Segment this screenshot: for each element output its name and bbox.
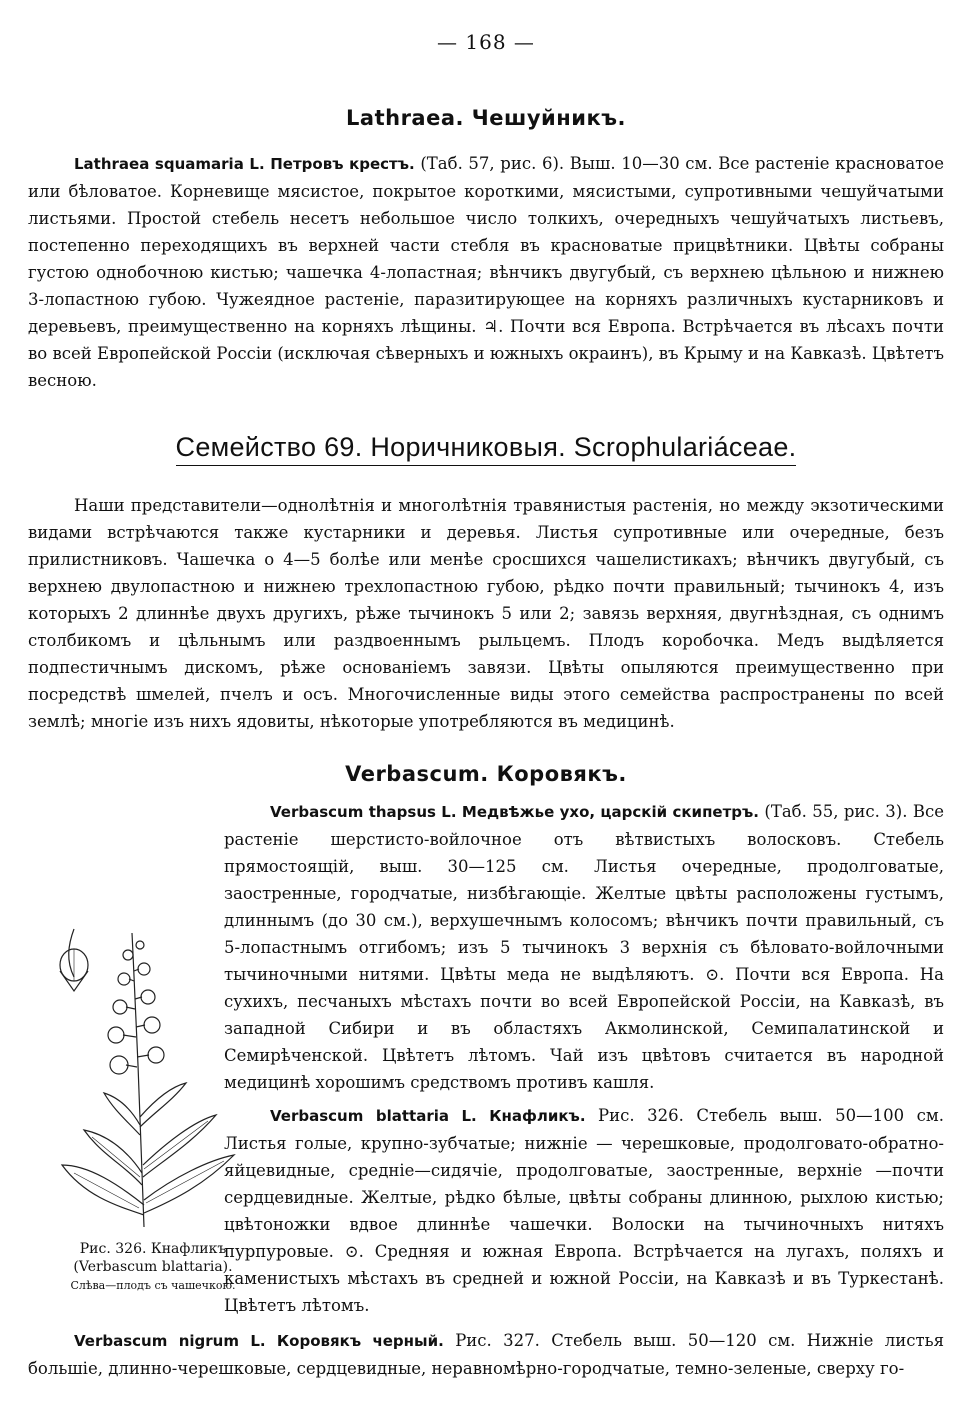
figure-caption-line3: Слѣва—плодъ съ чашечкою. [70,1279,236,1292]
verbascum-blattaria-illustration [44,915,262,1235]
lathraea-text: (Таб. 57, рис. 6). Выш. 10—30 см. Все растеніе красноватое или бѣловатое. Корневище мясистое, покрытое короткими, мясистыми, супротивными чешуйчатыми листьями. Простой стебель несетъ небольшое число толкихъ, очередныхъ чешуйчатыхъ листьевъ, постепенно переходящихъ въ верхней части стебля въ красноватые прицвѣтники. Цвѣты собраны густою однобочною кистью; чашечка 4-лопастная; вѣнчикъ двугубый, съ верхнею цѣльною и нижнею 3-лопастною губою. Чужеядное растеніе, паразитирующее на корняхъ различныхъ кустарниковъ и деревьевъ, преимущественно на корняхъ лѣщины. ♃. Почти вся Европа. Встрѣчается въ лѣсахъ почти во всей Европейской Россіи (исключая сѣверныхъ и южныхъ окраинъ), въ Крыму и на Кавказѣ. Цвѣтетъ весною. [28,154,945,390]
family-heading [0,432,972,466]
blattaria-species-name: Verbascum blattaria L. Кнафликъ. [270,1107,586,1125]
family-text: Наши представители—однолѣтнія и многолѣтнія травянистыя растенія, но между экзотическими видами встрѣчаются также кустарники и деревья. Листья супротивные или очередные, безъ прилистниковъ. Чашечка о 4—5 болѣе или менѣе сросшихся чашелистикахъ; вѣнчикъ двугубый, съ верхнею двулопастною и нижнею трехлопастною губою, рѣдко почти правильный; тычинокъ 4, изъ которыхъ 2 длиннѣе двухъ другихъ, рѣже тычинокъ 5 или 2; завязь верхняя, двугнѣздная, съ однимъ столбикомъ и цѣльнымъ или раздвоеннымъ рыльцемъ. Плодъ коробочка. Медъ выдѣляется подпестичнымъ дискомъ, рѣже основаніемъ завязи. Цвѣты опыляются преимущественно при посредствѣ шмелей, пчелъ и осъ. Многочисленные виды этого семейства распространены по всей землѣ; многіе изъ нихъ ядовиты, нѣкоторые употребляются въ медицинѣ. [28,496,944,731]
figure-caption-line2: (Verbascum blattaria). [73,1259,233,1275]
family-heading-text: Семейство 69. Норичниковыя. Scrophulariáceae. [176,432,797,466]
plant-drawing-icon [44,915,262,1235]
lathraea-heading: Lathraea. Чешуйникъ. [346,106,626,130]
nigrum-paragraph [28,1327,944,1382]
lathraea-paragraph [28,150,944,394]
nigrum-text: Рис. 327. Стебель выш. 50—120 см. Нижніе листья большіе, длинно-черешковые, сердцевидные, неравномѣрно-городчатые, темно-зеленые, сверху го- [28,1331,944,1378]
lathraea-species-name: Lathraea squamaria L. Петровъ крестъ. [74,155,415,173]
family-paragraph [28,492,944,735]
figure-caption-line1: Рис. 326. Кнафликъ [79,1241,227,1257]
verbascum-heading: Verbascum. Коровякъ. [345,762,627,786]
nigrum-species-name: Verbascum nigrum L. Коровякъ черный. [74,1332,444,1350]
blattaria-text: Рис. 326. Стебель выш. 50—100 см. Листья голые, крупно-зубчатые; нижніе — черешковые, продолговато-обратно-яйцевидные, средніе—сидячіе, продолговатые, заостренные, верхніе —почти сердцевидные. Желтые, рѣдко бѣлые, цвѣты собраны длинною, рыхлою кистью; цвѣтоножки вдвое длиннѣе чашечки. Волоски на тычиночныхъ нитяхъ пурпуровые. ⊙. Средняя и южная Европа. Встрѣчается на лугахъ, поляхъ и каменистыхъ мѣстахъ въ средней и южной Россіи, на Кавказѣ и въ Туркестанѣ. Цвѣтетъ лѣтомъ. [224,1106,944,1315]
thapsus-text: (Таб. 55, рис. 3). Все растеніе шерстисто-войлочное отъ вѣтвистыхъ волосковъ. Стебель прямостоящій, выш. 30—125 см. Листья очередные, продолговатые, заостренные, городчатые, низбѣгающіе. Желтые цвѣты расположены густымъ, длиннымъ (до 30 см.), верхушечнымъ колосомъ; вѣнчикъ почти правильный, съ 5-лопастнымъ отгибомъ; изъ 5 тычинокъ 3 верхнія съ бѣловато-войлочными тычиночными нитями. Цвѣты меда не выдѣляютъ. ⊙. Почти вся Европа. На сухихъ, песчаныхъ мѣстахъ почти во всей Европейской Россіи, на Кавказѣ, въ западной Сибири и въ областяхъ Акмолинской, Семипалатинской и Семирѣченской. Цвѣтетъ лѣтомъ. Чай изъ цвѣтовъ считается въ народной медицинѣ хорошимъ средствомъ противъ кашля. [224,802,944,1092]
thapsus-species-name: Verbascum thapsus L. Медвѣжье ухо, царскій скипетръ. [270,803,760,821]
page-number: — 168 — [437,30,535,54]
